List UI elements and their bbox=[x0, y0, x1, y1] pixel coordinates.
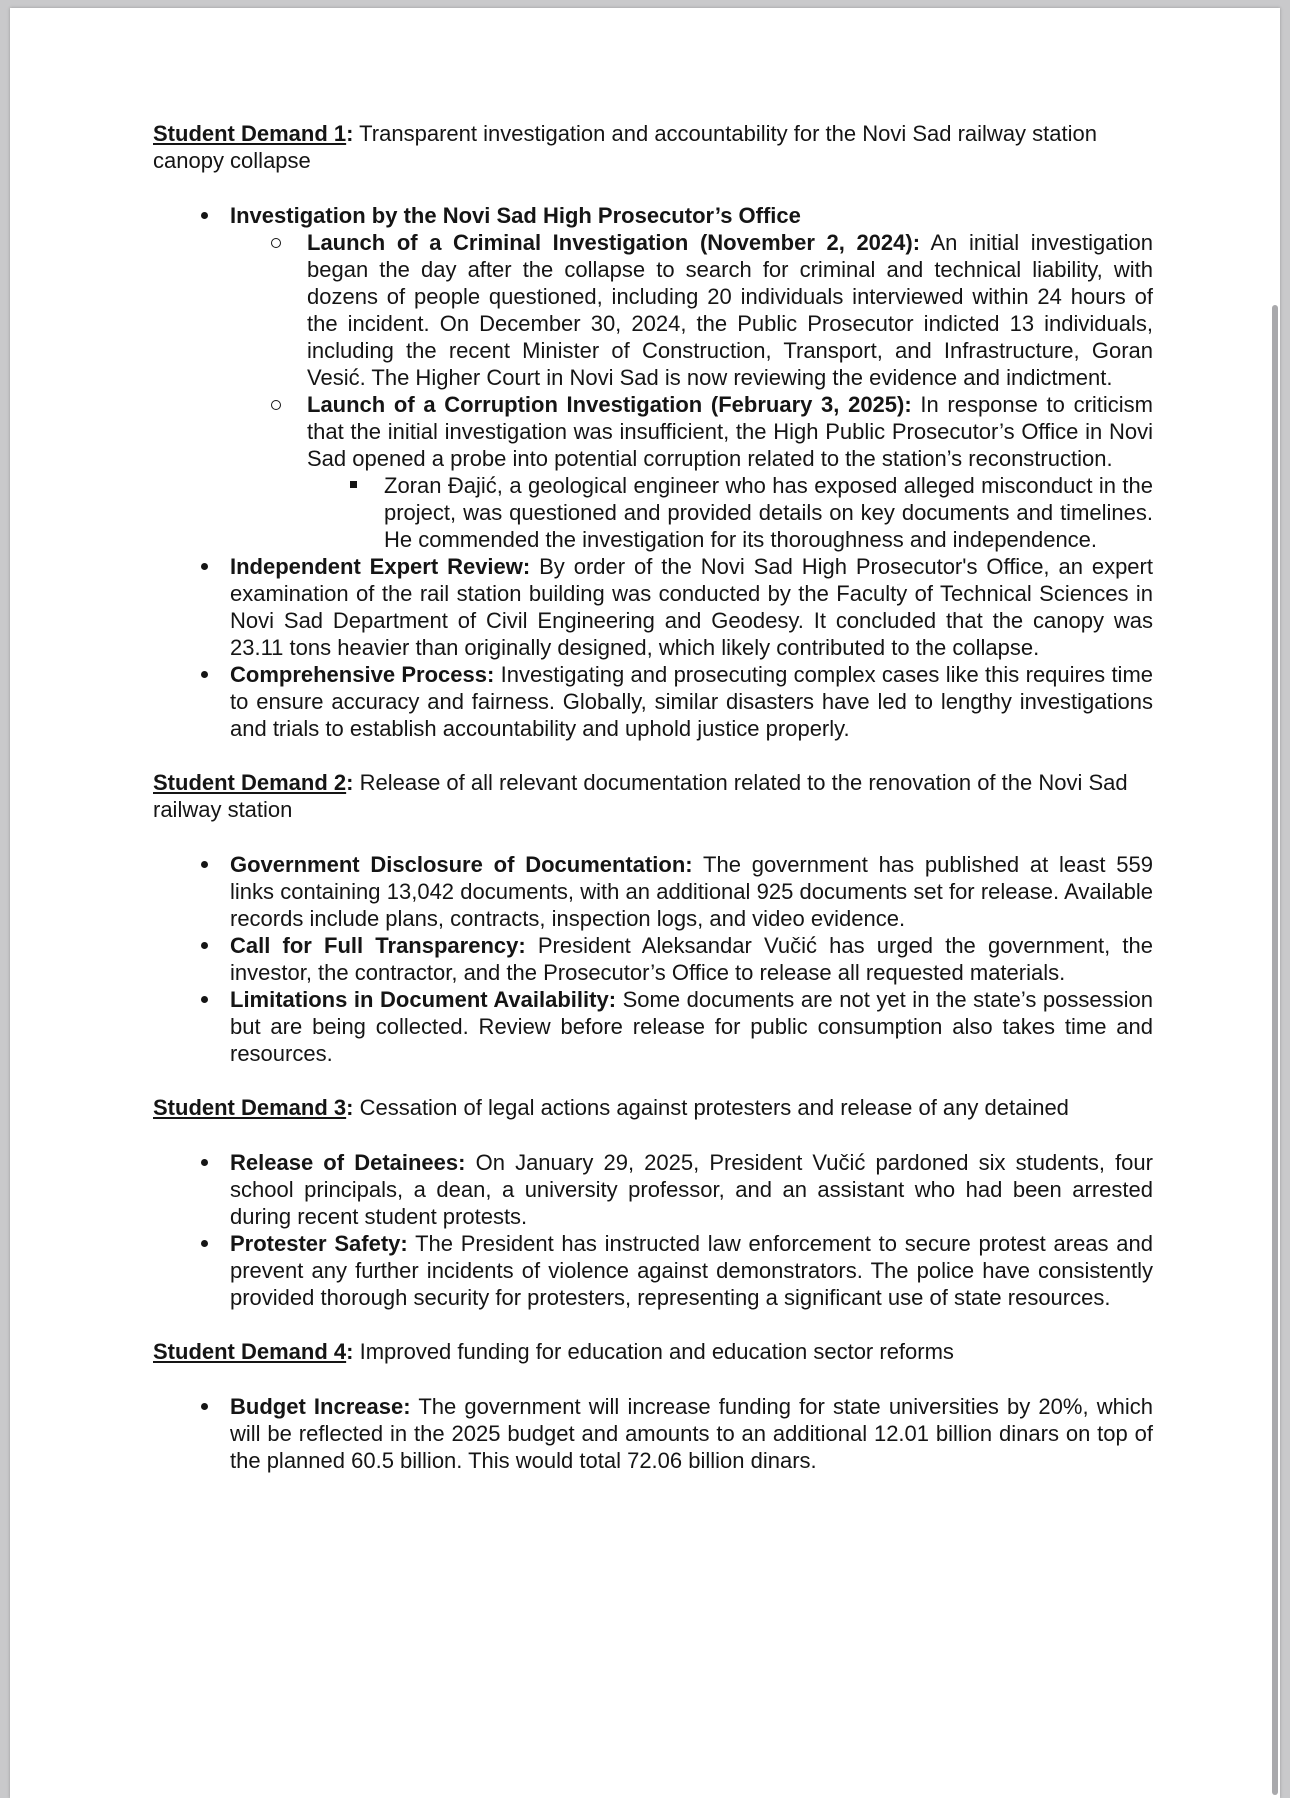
sub-list bbox=[230, 229, 1153, 553]
demand-colon: : bbox=[346, 1095, 354, 1120]
demand-label: Student Demand 3 bbox=[153, 1095, 347, 1120]
item-text: Investigating and prosecuting complex cases like this requires time to ensure accuracy and fairness. Globally, similar disasters have led to lengthy investigations and trials to establish accountability and uphold justice properly. bbox=[230, 662, 1153, 741]
item-title: Independent Expert Review: bbox=[230, 554, 531, 579]
item-title: Launch of a Criminal Investigation (November 2, 2024): bbox=[307, 230, 921, 255]
sub-sub-list bbox=[307, 472, 1153, 553]
demand-text: Release of all relevant documentation related to the renovation of the Novi Sad railway station bbox=[153, 770, 1128, 822]
item-text: In response to criticism that the initial investigation was insufficient, the High Public Prosecutor’s Office in Novi Sad opened a probe into potential corruption related to the station’s reconstruction. bbox=[307, 392, 1154, 471]
item-text: Some documents are not yet in the state’s possession but are being collected. Review before release for public consumption also takes time and resources. bbox=[230, 987, 1153, 1066]
demand-text: Transparent investigation and accountability for the Novi Sad railway station canopy collapse bbox=[153, 121, 1097, 173]
item-title: Investigation by the Novi Sad High Prosecutor’s Office bbox=[230, 203, 801, 228]
demand-label: Student Demand 1 bbox=[153, 121, 347, 146]
demand-2-list bbox=[153, 851, 1153, 1067]
demand-label: Student Demand 2 bbox=[153, 770, 347, 795]
demand-3-list bbox=[153, 1149, 1153, 1311]
sub-list-item bbox=[230, 229, 1153, 391]
item-title: Call for Full Transparency: bbox=[230, 933, 526, 958]
demand-3-heading bbox=[153, 1094, 1153, 1121]
list-item bbox=[153, 986, 1153, 1067]
item-text: The President has instructed law enforcement to secure protest areas and prevent any further incidents of violence against demonstrators. The police have consistently provided thorough security for protesters, representing a significant use of state resources. bbox=[230, 1231, 1153, 1310]
list-item bbox=[153, 932, 1153, 986]
item-text: By order of the Novi Sad High Prosecutor's Office, an expert examination of the rail station building was conducted by the Faculty of Technical Sciences in Novi Sad Department of Civil Engineering and Geodesy. It concluded that the canopy was 23.11 tons heavier than originally designed, which likely contributed to the collapse. bbox=[230, 554, 1153, 660]
list-item bbox=[153, 202, 1153, 553]
document-body bbox=[153, 120, 1153, 1501]
item-text: Zoran Đajić, a geological engineer who has exposed alleged misconduct in the project, was questioned and provided details on key documents and timelines. He commended the investigation for its thoroughness and independence. bbox=[384, 473, 1153, 552]
demand-colon: : bbox=[346, 770, 354, 795]
item-title: Release of Detainees: bbox=[230, 1150, 466, 1175]
list-item bbox=[153, 661, 1153, 742]
item-title: Protester Safety: bbox=[230, 1231, 408, 1256]
demand-text: Improved funding for education and education sector reforms bbox=[353, 1339, 954, 1364]
demand-text: Cessation of legal actions against protesters and release of any detained bbox=[353, 1095, 1069, 1120]
demand-2-heading bbox=[153, 769, 1153, 823]
list-item bbox=[153, 851, 1153, 932]
item-text: On January 29, 2025, President Vučić pardoned six students, four school principals, a dean, a university professor, and an assistant who had been arrested during recent student protests. bbox=[230, 1150, 1153, 1229]
list-item bbox=[153, 1149, 1153, 1230]
document-page bbox=[10, 8, 1280, 1798]
item-title: Limitations in Document Availability: bbox=[230, 987, 617, 1012]
list-item bbox=[153, 1393, 1153, 1474]
item-text: The government has published at least 559 links containing 13,042 documents, with an additional 925 documents set for release. Available records include plans, contracts, inspection logs, and video evidence. bbox=[230, 852, 1153, 931]
list-item bbox=[153, 553, 1153, 661]
item-text: The government will increase funding for state universities by 20%, which will be reflected in the 2025 budget and amounts to an additional 12.01 billion dinars on top of the planned 60.5 billion. This would total 72.06 billion dinars. bbox=[230, 1394, 1153, 1473]
sub-list-item bbox=[230, 391, 1153, 553]
item-title: Government Disclosure of Documentation: bbox=[230, 852, 693, 877]
demand-colon: : bbox=[346, 121, 354, 146]
demand-label: Student Demand 4 bbox=[153, 1339, 347, 1364]
item-title: Comprehensive Process: bbox=[230, 662, 495, 687]
demand-4-list bbox=[153, 1393, 1153, 1474]
demand-colon: : bbox=[346, 1339, 354, 1364]
item-title: Launch of a Corruption Investigation (February 3, 2025): bbox=[307, 392, 912, 417]
list-item bbox=[153, 1230, 1153, 1311]
demand-1-list bbox=[153, 202, 1153, 742]
scrollbar[interactable] bbox=[1272, 305, 1278, 1795]
item-text: An initial investigation began the day after the collapse to search for criminal and technical liability, with dozens of people questioned, including 20 individuals interviewed within 24 hours of the incident. On December 30, 2024, the Public Prosecutor indicted 13 individuals, including the recent Minister of Construction, Transport, and Infrastructure, Goran Vesić. The Higher Court in Novi Sad is now reviewing the evidence and indictment. bbox=[307, 230, 1153, 390]
demand-1-heading bbox=[153, 120, 1153, 174]
demand-4-heading bbox=[153, 1338, 1153, 1365]
item-title: Budget Increase: bbox=[230, 1394, 411, 1419]
item-text: President Aleksandar Vučić has urged the government, the investor, the contractor, and the Prosecutor’s Office to release all requested materials. bbox=[230, 933, 1153, 985]
sub-sub-list-item bbox=[307, 472, 1153, 553]
